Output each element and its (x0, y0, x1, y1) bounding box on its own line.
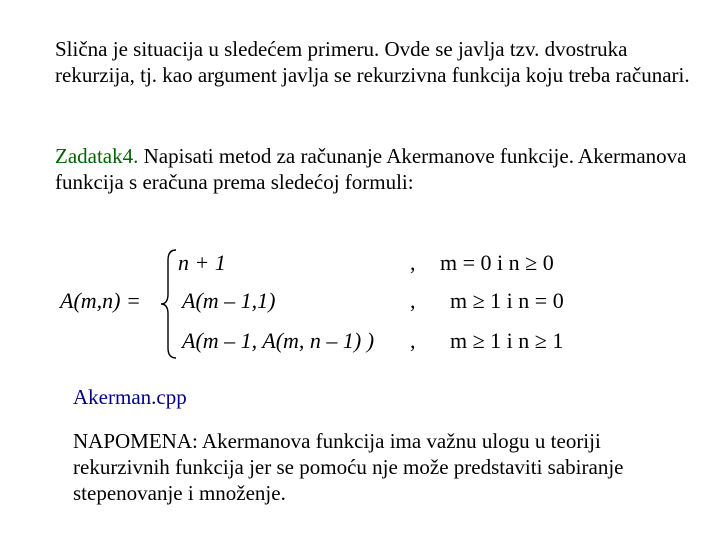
formula-lhs: A(m,n) = (60, 288, 141, 313)
case-2-condition: m ≥ 1 i n = 0 (450, 288, 564, 313)
task-paragraph (55, 143, 705, 195)
case-3-expression: A(m – 1, A(m, n – 1) ) (182, 328, 375, 353)
case-1-condition: m = 0 i n ≥ 0 (440, 250, 554, 275)
case-1-separator: , (410, 250, 416, 275)
case-3-separator: , (410, 328, 416, 353)
intro-paragraph: Slična je situacija u sledećem primeru. Ovde se javlja tzv. dvostruka rekurzija, tj. kao argument javlja se rekurzivna funkcija koju treba računari. (55, 37, 690, 87)
task-label: Zadatak4. (55, 144, 139, 168)
case-1-expression: n + 1 (178, 250, 226, 275)
task-text: Napisati metod za računanje Akermanove funkcije. Akermanova funkcija s eračuna prema sledećoj formuli: (55, 144, 687, 194)
case-2-expression: A(m – 1,1) (182, 288, 276, 313)
case-3-condition: m ≥ 1 i n ≥ 1 (450, 328, 564, 353)
case-2-separator: , (410, 288, 416, 313)
note-paragraph: NAPOMENA: Akermanova funkcija ima važnu ulogu u teoriji rekurzivnih funkcija jer se pomoću nje može predstaviti sabiranje stepenovanje i množenje. (73, 429, 624, 505)
akerman-cpp-link[interactable]: Akerman.cpp (73, 385, 187, 409)
ackermann-formula (60, 242, 620, 362)
left-brace-icon (158, 248, 180, 360)
